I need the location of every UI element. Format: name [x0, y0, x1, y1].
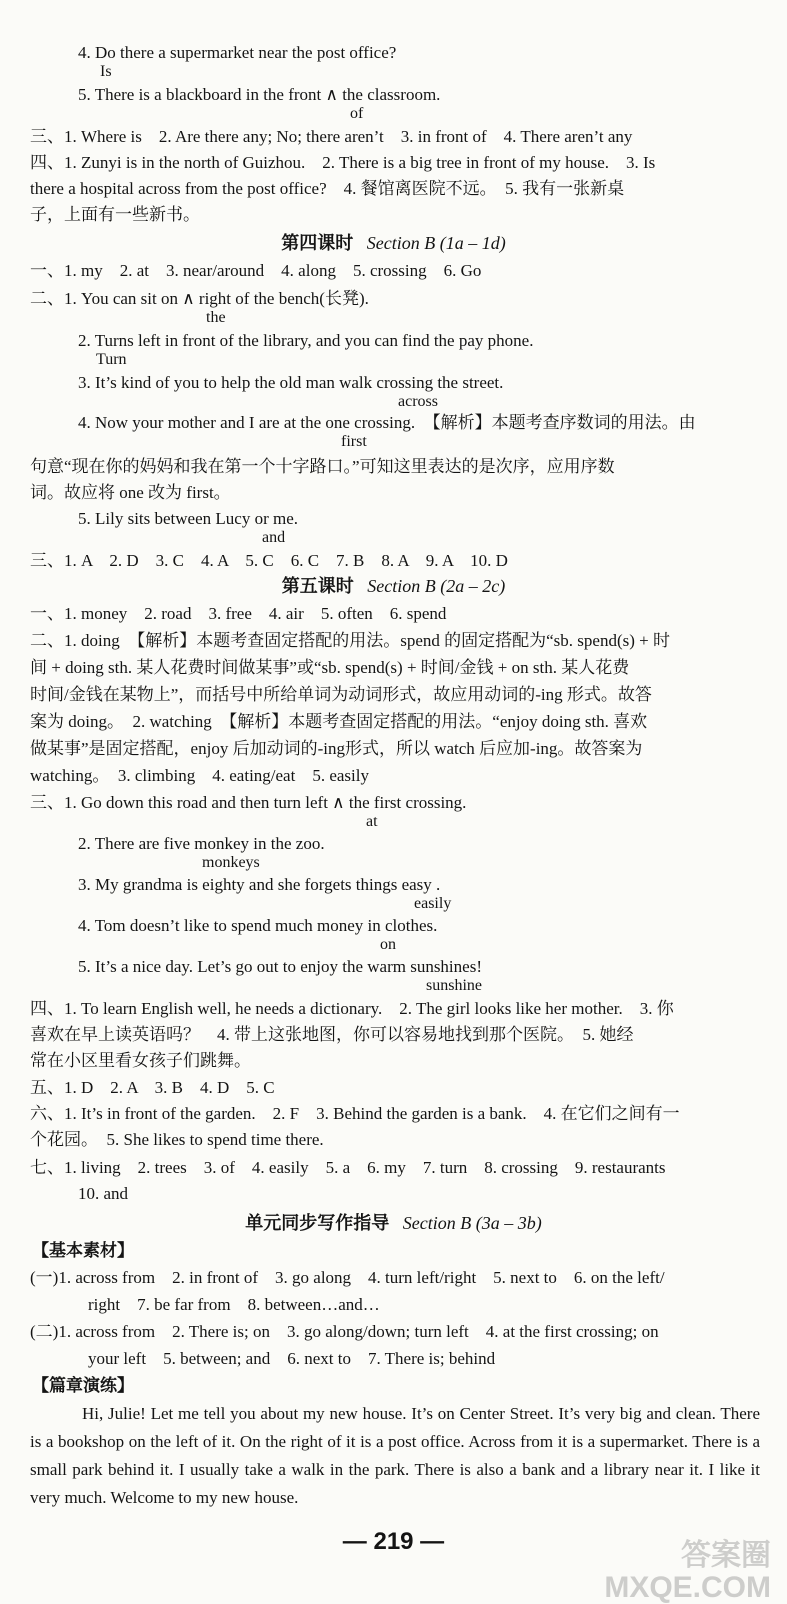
- answer-line: 四、1. To learn English well, he needs a dictionary. 2. The girl looks like her mother. 3. 你: [30, 999, 674, 1018]
- answer-line: there a hospital across from the post office? 4. 餐馆离医院不远。 5. 我有一张新桌: [30, 179, 625, 198]
- answer-line: 一、1. my 2. at 3. near/around 4. along 5. crossing 6. Go: [30, 261, 482, 280]
- answer-line: 4. Do there a supermarket near the post office?: [78, 43, 397, 62]
- answer-line: 3. My grandma is eighty and she forgets things easy .: [78, 875, 441, 894]
- watermark: 答案圈 MXQE.COM: [604, 1539, 771, 1604]
- answer-line: your left 5. between; and 6. next to 7. There is; behind: [88, 1349, 496, 1368]
- answer-line: 4. Tom doesn’t like to spend much money in clothes.: [78, 916, 438, 935]
- answer-line: 子，上面有一些新书。: [30, 205, 200, 224]
- answer-line: watching。 3. climbing 4. eating/eat 5. easily: [30, 766, 369, 785]
- correction-note: at: [366, 813, 378, 830]
- correction-note: across: [398, 393, 438, 410]
- correction-note: on: [380, 936, 396, 953]
- answer-line: 喜欢在早上读英语吗？ 4. 带上这张地图，你可以容易地找到那个医院。 5. 她经: [30, 1025, 634, 1044]
- section-label: Section B (1a – 1d): [366, 233, 506, 253]
- answer-line: 常在小区里看女孩子们跳舞。: [30, 1051, 251, 1070]
- answer-line: 时间/金钱在某物上”，而括号中所给单词为动词形式，故应用动词的-ing 形式。故答: [30, 685, 652, 704]
- correction-note: first: [341, 433, 367, 450]
- correction-note: and: [262, 529, 286, 546]
- correction-note: sunshine: [426, 977, 482, 994]
- essay-paragraph: Hi, Julie! Let me tell you about my new house. It’s on Center Street. It’s very big and clean. There is a bookshop on the left of it. On the right of it is a post office. Across from it is a supermarket. There is a small park behind it. I usually take a walk in the park. There is also a bank and a library near it. I like it very much. Welcome to my new house.: [30, 1404, 760, 1507]
- answer-line: 间 + doing sth. 某人花费时间做某事”或“sb. spend(s) + 时间/金钱 + on sth. 某人花费: [30, 658, 630, 677]
- lesson-title: 第四课时: [281, 233, 354, 253]
- answer-line: 2. There are five monkey in the zoo.: [78, 834, 325, 853]
- page-number: — 219 —: [342, 1528, 445, 1555]
- section-heading: [0, 231, 787, 255]
- answer-line: 做某事”是固定搭配，enjoy 后加动词的-ing形式，所以 watch 后应加-ing。故答案为: [30, 739, 643, 758]
- answer-line: 四、1. Zunyi is in the north of Guizhou. 2. There is a big tree in front of my house. 3. Is: [30, 153, 656, 172]
- answer-line: 个花园。 5. She likes to spend time there.: [30, 1130, 324, 1149]
- correction-note: Turn: [96, 351, 127, 368]
- correction-note: Is: [100, 63, 112, 80]
- answer-line: 三、1. Where is 2. Are there any; No; there aren’t 3. in front of 4. There aren’t any: [30, 127, 633, 146]
- section-heading: [0, 1211, 787, 1235]
- answer-line: 五、1. D 2. A 3. B 4. D 5. C: [30, 1078, 275, 1097]
- correction-note: the: [206, 309, 226, 326]
- section-label: Section B (2a – 2c): [367, 576, 506, 596]
- answer-line: 三、1. A 2. D 3. C 4. A 5. C 6. C 7. B 8. A 9. A 10. D: [30, 551, 508, 570]
- answer-line: (一)1. across from 2. in front of 3. go along 4. turn left/right 5. next to 6. on the left/: [30, 1268, 665, 1287]
- answer-line: 5. Lily sits between Lucy or me.: [78, 509, 299, 528]
- answer-line: (二)1. across from 2. There is; on 3. go along/down; turn left 4. at the first crossing; on: [30, 1322, 659, 1341]
- subsection-label: 【篇章演练】: [32, 1376, 134, 1395]
- answer-line: right 7. be far from 8. between…and…: [88, 1295, 380, 1314]
- answer-line: 二、1. You can sit on ∧ right of the bench(长凳).: [30, 289, 369, 308]
- section-label: Section B (3a – 3b): [402, 1213, 542, 1233]
- answer-line: 句意“现在你的妈妈和我在第一个十字路口。”可知这里表达的是次序，应用序数: [30, 457, 615, 476]
- answer-line: 5. There is a blackboard in the front ∧ the classroom.: [78, 85, 441, 104]
- answer-line: 10. and: [78, 1184, 129, 1203]
- correction-note: of: [350, 105, 364, 122]
- answer-line: 三、1. Go down this road and then turn left ∧ the first crossing.: [30, 793, 467, 812]
- correction-note: monkeys: [202, 854, 260, 871]
- answer-line: 七、1. living 2. trees 3. of 4. easily 5. a 6. my 7. turn 8. crossing 9. restaurants: [30, 1158, 666, 1177]
- lesson-title: 单元同步写作指导: [245, 1213, 390, 1233]
- answer-line: 一、1. money 2. road 3. free 4. air 5. often 6. spend: [30, 604, 447, 623]
- correction-note: easily: [414, 895, 452, 912]
- lesson-title: 第五课时: [281, 576, 354, 596]
- subsection-label: 【基本素材】: [32, 1241, 134, 1260]
- answer-line: 5. It’s a nice day. Let’s go out to enjoy the warm sunshines!: [78, 957, 482, 976]
- answer-line: 4. Now your mother and I are at the one crossing. 【解析】本题考查序数词的用法。由: [78, 413, 696, 432]
- answer-line: 二、1. doing 【解析】本题考查固定搭配的用法。spend 的固定搭配为“sb. spend(s) + 时: [30, 631, 670, 650]
- answer-line: 六、1. It’s in front of the garden. 2. F 3. Behind the garden is a bank. 4. 在它们之间有一: [30, 1104, 680, 1123]
- answer-line: 案为 doing。 2. watching 【解析】本题考查固定搭配的用法。“enjoy doing sth. 喜欢: [30, 712, 648, 731]
- answer-line: 3. It’s kind of you to help the old man walk crossing the street.: [78, 373, 504, 392]
- answer-line: 词。故应将 one 改为 first。: [30, 483, 231, 502]
- answer-line: 2. Turns left in front of the library, and you can find the pay phone.: [78, 331, 534, 350]
- section-heading: [0, 574, 787, 598]
